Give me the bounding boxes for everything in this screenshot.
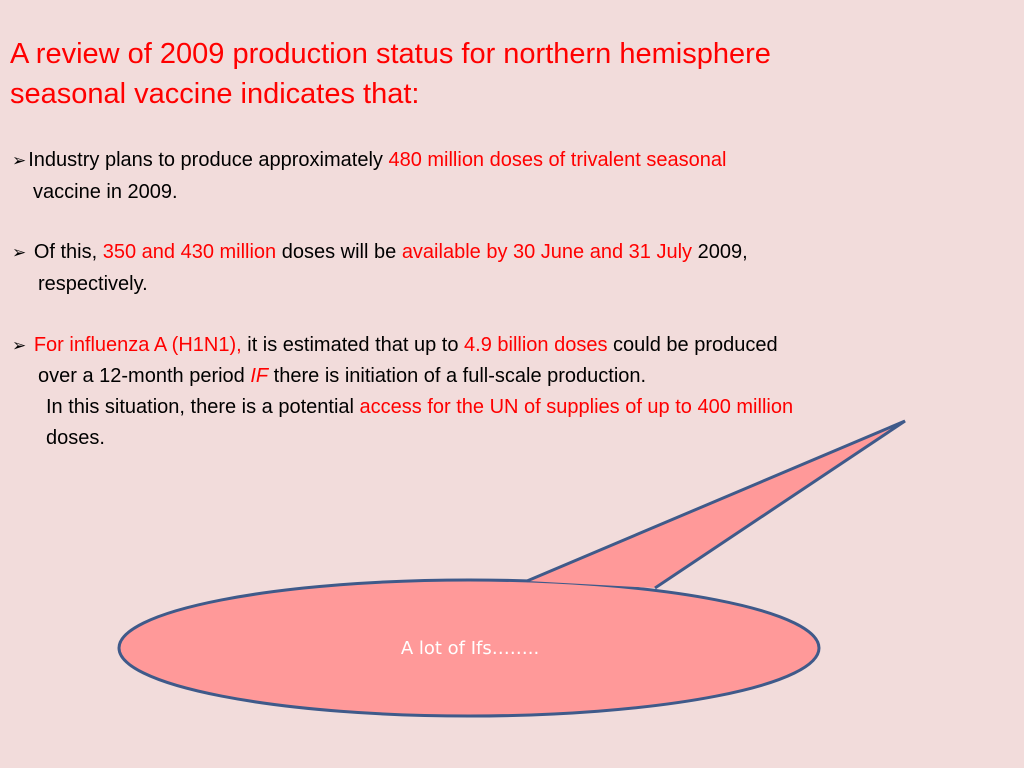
bullet-3-line-4: doses. [46, 427, 105, 449]
bullet-2-highlight-range: 350 and 430 million [102, 241, 277, 263]
bullet-3-if-emphasis: IF [250, 365, 269, 387]
bullet-1-text: Industry plans to produce approximately [28, 149, 389, 171]
bullet-2-text-end: 2009, [692, 241, 748, 263]
arrow-bullet-icon: ➢ [12, 151, 27, 170]
arrow-bullet-icon: ➢ [12, 243, 27, 262]
bullet-2-text: Of this, [33, 241, 103, 263]
bullet-3-text-end: could be produced [607, 334, 778, 356]
bullet-1-highlight: 480 million doses of trivalent seasonal [388, 149, 727, 171]
bullet-3-highlight-doses: 4.9 billion doses [464, 334, 608, 356]
bullet-2-highlight-dates: available by 30 June and 31 July [401, 241, 693, 263]
title-line-1: A review of 2009 production status for northern hemisphere [10, 38, 771, 70]
bullet-3-text: it is estimated that up to [241, 334, 465, 356]
bullet-3-highlight-h1n1: For influenza A (H1N1), [33, 334, 242, 356]
callout-text: A lot of Ifs…….. [400, 638, 540, 659]
bullet-3-production-text: there is initiation of a full-scale production. [268, 365, 647, 387]
bullet-3-period-text: over a 12-month period [38, 365, 251, 387]
title-line-2: seasonal vaccine indicates that: [10, 78, 420, 110]
bullet-2-line-2: respectively. [38, 273, 148, 295]
arrow-bullet-icon: ➢ [12, 336, 27, 355]
bullet-3-situation-text: In this situation, there is a potential [46, 396, 360, 418]
bullet-1-line-2: vaccine in 2009. [33, 181, 178, 203]
bullet-2-text-mid: doses will be [276, 241, 402, 263]
bullet-3-highlight-access: access for the UN of supplies of up to 400 million [359, 396, 794, 418]
